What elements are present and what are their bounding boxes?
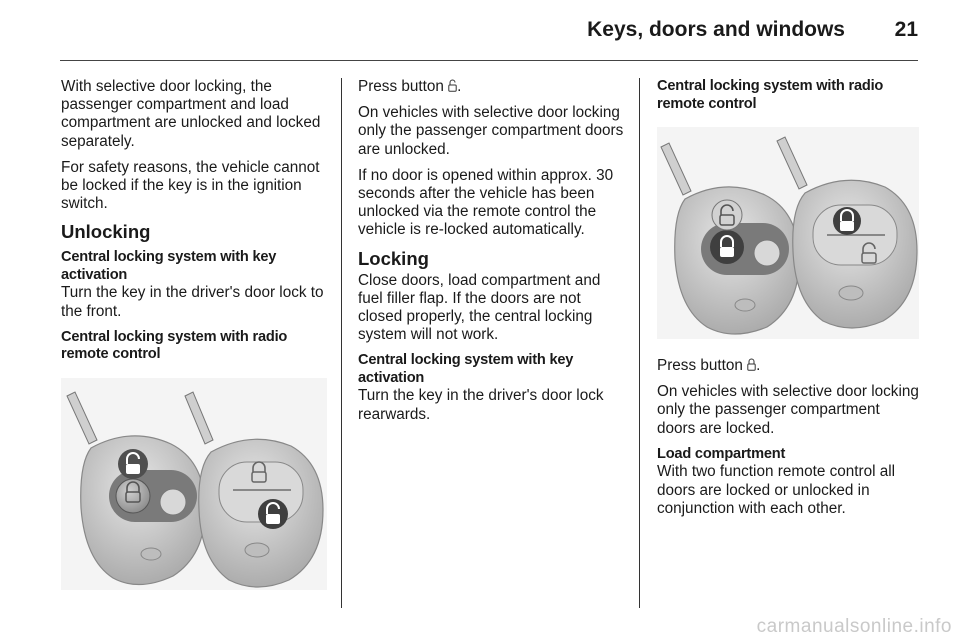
column-right bbox=[657, 78, 922, 526]
remote-lock-illustration bbox=[657, 127, 919, 339]
radio-remote-heading: Central locking system with radio remote control bbox=[61, 328, 288, 363]
press-button-text: Press button bbox=[657, 357, 743, 374]
column-left bbox=[61, 78, 327, 590]
selective-unlock-text: On vehicles with selective door locking only the passenger compartment doors are unlocked. bbox=[358, 104, 624, 158]
key-activation-heading: Central locking system with key activation bbox=[358, 352, 574, 386]
load-compartment-text: With two function remote control all doors are locked or unlocked in conjunction with each other. bbox=[657, 463, 896, 517]
remote-unlock-illustration bbox=[61, 378, 327, 590]
locking-heading: Locking bbox=[358, 247, 429, 269]
column-middle bbox=[358, 78, 626, 432]
radio-remote-heading: Central locking system with radio remote control bbox=[657, 78, 884, 112]
key-activation-text: Turn the key in the driver's door lock to the front. bbox=[61, 284, 324, 320]
unlock-icon bbox=[448, 79, 457, 92]
locking-text: Close doors, load compartment and fuel filler flap. If the doors are not closed properly, the central locking system will not work. bbox=[358, 271, 601, 344]
lock-icon bbox=[747, 358, 756, 371]
press-lock-paragraph: Press button . bbox=[657, 357, 761, 374]
key-activation-heading: Central locking system with key activation bbox=[61, 249, 277, 283]
section-title: Keys, doors and windows bbox=[587, 18, 845, 41]
page-header bbox=[0, 0, 960, 62]
load-compartment-heading: Load compartment bbox=[657, 445, 786, 462]
press-button-text: Press button bbox=[358, 78, 444, 95]
press-unlock-paragraph: Press button . bbox=[358, 78, 462, 95]
safety-paragraph: For safety reasons, the vehicle cannot be locked if the key is in the ignition switch. bbox=[61, 158, 320, 213]
relock-text: If no door is opened within approx. 30 seconds after the vehicle has been unlocked via the remote control the vehicle is re-locked automatically. bbox=[358, 166, 614, 239]
key-activation-text: Turn the key in the driver's door lock rearwards. bbox=[358, 387, 604, 423]
column-divider-2 bbox=[639, 78, 640, 608]
selective-lock-text: On vehicles with selective door locking only the passenger compartment doors are locked. bbox=[657, 383, 919, 437]
watermark: carmanualsonline.info bbox=[756, 616, 952, 637]
page-number: 21 bbox=[894, 18, 918, 41]
unlocking-heading: Unlocking bbox=[61, 221, 151, 243]
intro-paragraph: With selective door locking, the passenger compartment and load compartment are unlocked and locked separately. bbox=[61, 78, 321, 150]
header-divider bbox=[60, 60, 918, 61]
column-divider-1 bbox=[341, 78, 342, 608]
